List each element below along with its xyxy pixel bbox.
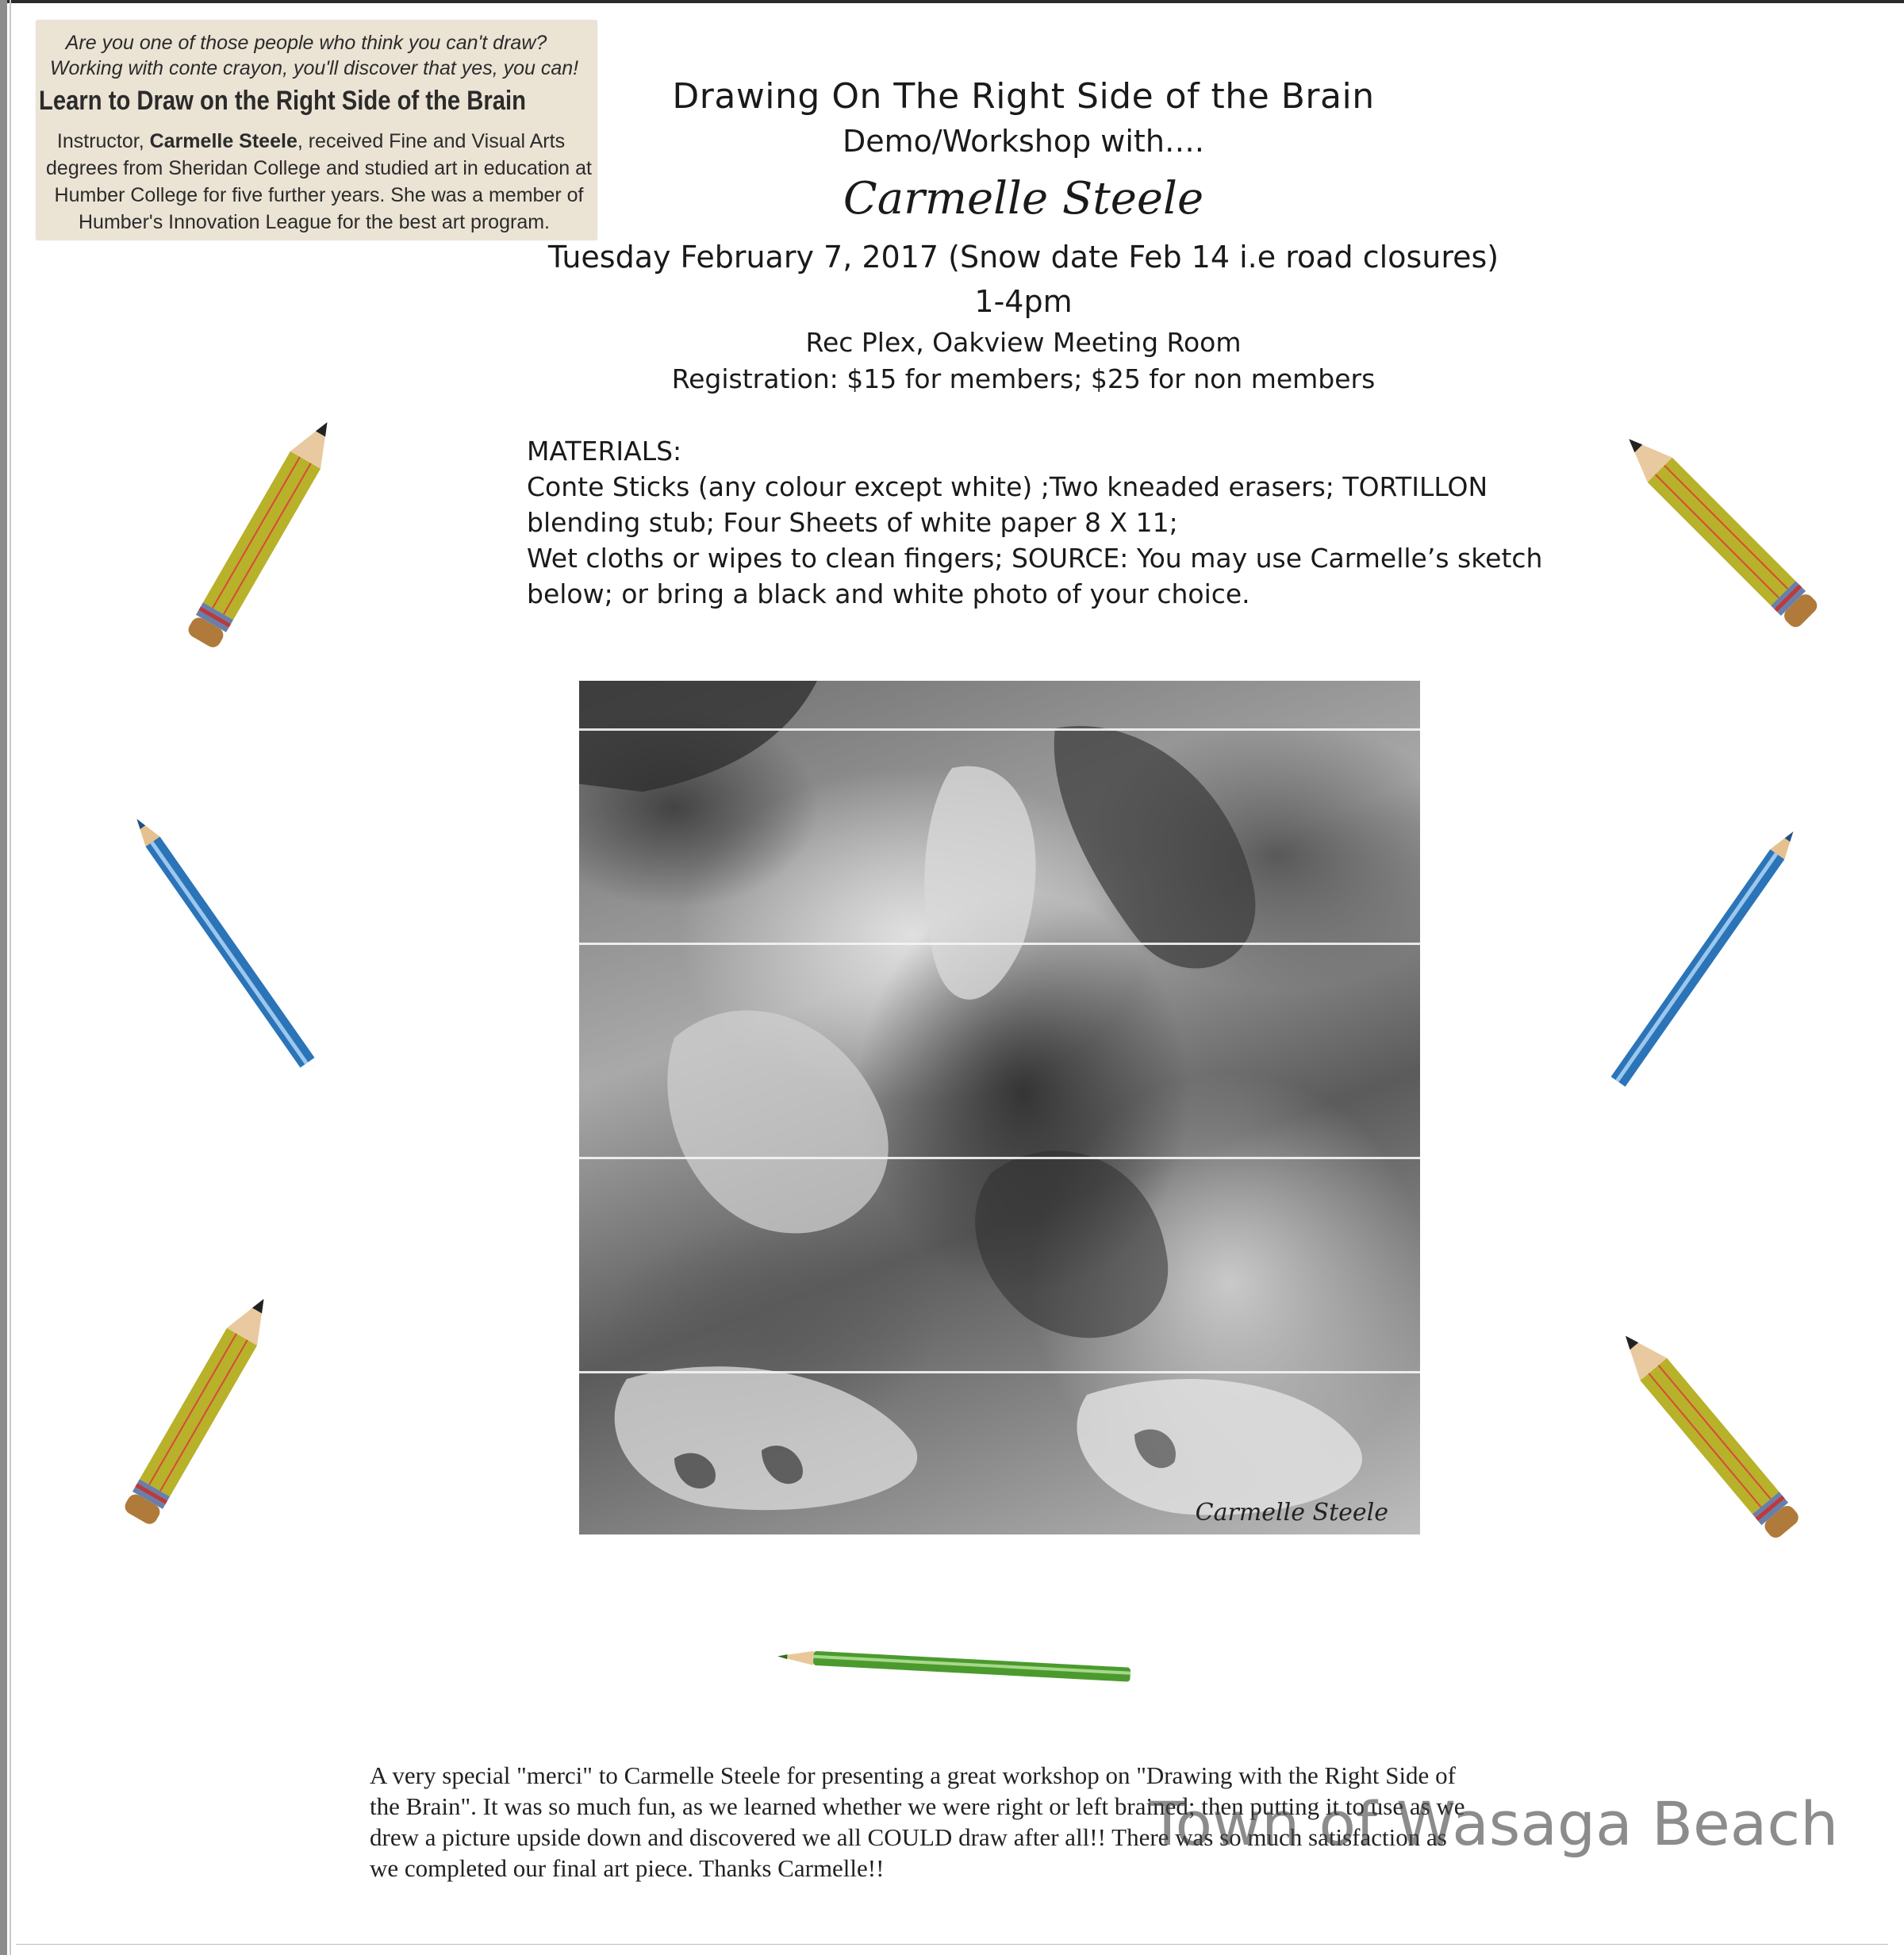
thank-you-line: drew a picture upside down and discovered we all COULD draw after all!! There was so much satisfaction as <box>370 1823 1447 1851</box>
yellow-pencil-icon <box>167 397 357 674</box>
clipping-body-line-4: Humber's Innovation League for the best art program. <box>79 211 550 233</box>
yellow-pencil-icon <box>1579 1301 1841 1571</box>
sketch-fold-line <box>579 1157 1420 1159</box>
blue-pencil-icon <box>95 785 365 1119</box>
clipping-body-suffix: , received Fine and Visual Arts <box>297 130 566 152</box>
registration-fee: Registration: $15 for members; $25 for non members <box>671 363 1376 394</box>
blue-pencil-icon <box>1563 793 1833 1143</box>
materials-line: blending stub; Four Sheets of white paper 8 X 11; <box>527 507 1178 538</box>
sketch-fold-line <box>579 943 1420 945</box>
clipping-body-line-3: Humber College for five further years. She was a member of <box>54 184 584 206</box>
materials-line: below; or bring a black and white photo of your choice. <box>527 578 1250 609</box>
event-time: 1-4pm <box>974 284 1073 319</box>
materials-line: Wet cloths or wipes to clean fingers; SOURCE: You may use Carmelle’s sketch <box>527 543 1543 574</box>
clipping-heading: Learn to Draw on the Right Side of the Brain <box>38 86 527 116</box>
yellow-pencil-icon <box>95 1269 301 1555</box>
clipping-body-prefix: Instructor, <box>56 130 150 152</box>
sketch-signature: Carmelle Steele <box>1195 1499 1388 1527</box>
sketch-shading <box>579 681 1420 1534</box>
instructor-name: Carmelle Steele <box>843 173 1204 225</box>
flyer-title: Drawing On The Right Side of the Brain <box>672 76 1375 117</box>
clipping-body-line-2: degrees from Sheridan College and studied art in education at <box>46 157 592 179</box>
scan-edge-left <box>0 0 7 1955</box>
event-venue: Rec Plex, Oakview Meeting Room <box>805 327 1242 358</box>
sketch-fold-line <box>579 728 1420 731</box>
thank-you-line: A very special "merci" to Carmelle Steele for presenting a great workshop on "Drawing with the Right Side of <box>370 1761 1456 1789</box>
green-pencil-icon <box>770 1634 1166 1698</box>
materials-line: Conte Sticks (any colour except white) ;Two kneaded erasers; TORTILLON <box>527 471 1488 502</box>
scan-edge-left-inner <box>10 0 11 1955</box>
clipping-question-line-2: Working with conte crayon, you'll discover that yes, you can! <box>49 57 579 79</box>
yellow-pencil-icon <box>1579 397 1864 666</box>
thank-you-line: the Brain". It was so much fun, as we learned whether we were right or left brained; then putting it to use as we <box>370 1792 1465 1820</box>
scan-edge-bottom <box>16 1944 1888 1945</box>
clipping-question-line-1: Are you one of those people who think you can't draw? <box>65 32 547 54</box>
watermark-text: Town of Wasaga Beach <box>1149 1788 1839 1859</box>
event-date: Tuesday February 7, 2017 (Snow date Feb 14 i.e road closures) <box>547 240 1499 275</box>
charcoal-sketch-image <box>579 681 1420 1534</box>
clipping-instructor-name: Carmelle Steele <box>149 130 298 152</box>
scan-edge-top <box>0 0 1904 3</box>
sketch-fold-line <box>579 1371 1420 1373</box>
thank-you-line: we completed our final art piece. Thanks Carmelle!! <box>370 1854 885 1882</box>
materials-heading: MATERIALS: <box>527 436 682 467</box>
materials-section <box>527 433 1543 612</box>
flyer-subtitle: Demo/Workshop with…. <box>843 124 1204 159</box>
